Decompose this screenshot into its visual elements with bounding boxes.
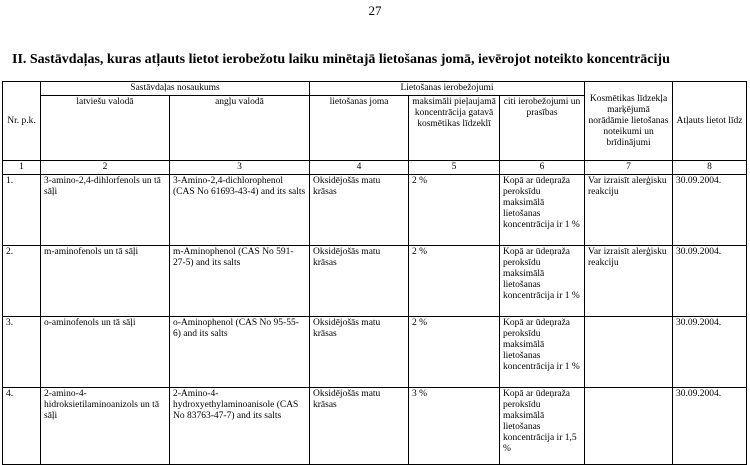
cell-english: m-Aminophenol (CAS No 591-27-5) and its salts — [170, 246, 310, 317]
cell-max-conc: 3 % — [409, 388, 500, 465]
header-field: lietošanas joma — [310, 96, 409, 161]
cell-latvian: 2-amino-4-hidroksietilaminoanizols un tā sāļi — [41, 388, 170, 465]
cell-other: Kopā ar ūdeņraža peroksīdu maksimālā lietošanas koncentrācija ir 1 % — [500, 175, 585, 246]
cell-nr: 3. — [3, 317, 41, 388]
cell-max-conc: 2 % — [409, 317, 500, 388]
cell-latvian: m-aminofenols un tā sāļi — [41, 246, 170, 317]
cell-allowed-until: 30.09.2004. — [673, 388, 747, 465]
column-number: 1 — [3, 161, 41, 175]
cell-max-conc: 2 % — [409, 246, 500, 317]
cell-warnings: Var izraisīt alerģisku reakciju — [585, 175, 673, 246]
column-number: 6 — [500, 161, 585, 175]
column-number: 2 — [41, 161, 170, 175]
table-row — [3, 246, 747, 317]
cell-english: 2-Amino-4-hydroxyethylaminoanisole (CAS No 83763-47-7) and its salts — [170, 388, 310, 465]
header-warnings: Kosmētikas līdzekļa marķējumā norādāmie lietošanas noteikumi un brīdinājumi — [585, 82, 673, 161]
cell-nr: 1. — [3, 175, 41, 246]
section-title: II. Sastāvdaļas, kuras atļauts lietot ierobežotu laiku minētajā lietošanas jomā, ievērojot noteikto koncentrāciju — [12, 52, 670, 67]
header-other: citi ierobežojumi un prasības — [500, 96, 585, 161]
cell-other: Kopā ar ūdeņraža peroksīdu maksimālā lietošanas koncentrācija ir 1 % — [500, 317, 585, 388]
cell-other: Kopā ar ūdeņraža peroksīdu maksimālā lietošanas koncentrācija ir 1,5 % — [500, 388, 585, 465]
cell-allowed-until: 30.09.2004. — [673, 246, 747, 317]
column-number: 7 — [585, 161, 673, 175]
group-header-restrictions: Lietošanas ierobežojumi — [310, 82, 585, 96]
cell-latvian: 3-amino-2,4-dihlorfenols un tā sāļi — [41, 175, 170, 246]
cell-english: o-Aminophenol (CAS No 95-55-6) and its salts — [170, 317, 310, 388]
table-row — [3, 388, 747, 465]
column-number: 5 — [409, 161, 500, 175]
group-header-row — [3, 82, 747, 96]
cell-field: Oksidējošās matu krāsas — [310, 388, 409, 465]
cell-field: Oksidējošās matu krāsas — [310, 175, 409, 246]
header-allowed-until: Atļauts lietot līdz — [673, 82, 747, 161]
column-number: 4 — [310, 161, 409, 175]
ingredients-table — [2, 81, 747, 465]
cell-latvian: o-aminofenols un tā sāļi — [41, 317, 170, 388]
cell-max-conc: 2 % — [409, 175, 500, 246]
group-header-names: Sastāvdaļas nosaukums — [41, 82, 310, 96]
cell-field: Oksidējošās matu krāsas — [310, 317, 409, 388]
cell-warnings — [585, 317, 673, 388]
cell-nr: 2. — [3, 246, 41, 317]
cell-warnings: Var izraisīt alerģisku reakciju — [585, 246, 673, 317]
cell-nr: 4. — [3, 388, 41, 465]
header-latvian: latviešu valodā — [41, 96, 170, 161]
cell-allowed-until: 30.09.2004. — [673, 175, 747, 246]
header-english: angļu valodā — [170, 96, 310, 161]
column-number: 3 — [170, 161, 310, 175]
page-number: 27 — [368, 3, 382, 18]
column-number: 8 — [673, 161, 747, 175]
column-number-row — [3, 161, 747, 175]
header-max-conc: maksimāli pieļaujamā koncentrācija gatavā kosmētikas līdzeklī — [409, 96, 500, 161]
cell-english: 3-Amino-2,4-dichlorophenol (CAS No 61693-43-4) and its salts — [170, 175, 310, 246]
cell-field: Oksidējošās matu krāsas — [310, 246, 409, 317]
header-nr: Nr. p.k. — [3, 82, 41, 161]
table-row — [3, 175, 747, 246]
table-row — [3, 317, 747, 388]
cell-allowed-until: 30.09.2004. — [673, 317, 747, 388]
cell-warnings — [585, 388, 673, 465]
cell-other: Kopā ar ūdeņraža peroksīdu maksimālā lietošanas koncentrācija ir 1 % — [500, 246, 585, 317]
